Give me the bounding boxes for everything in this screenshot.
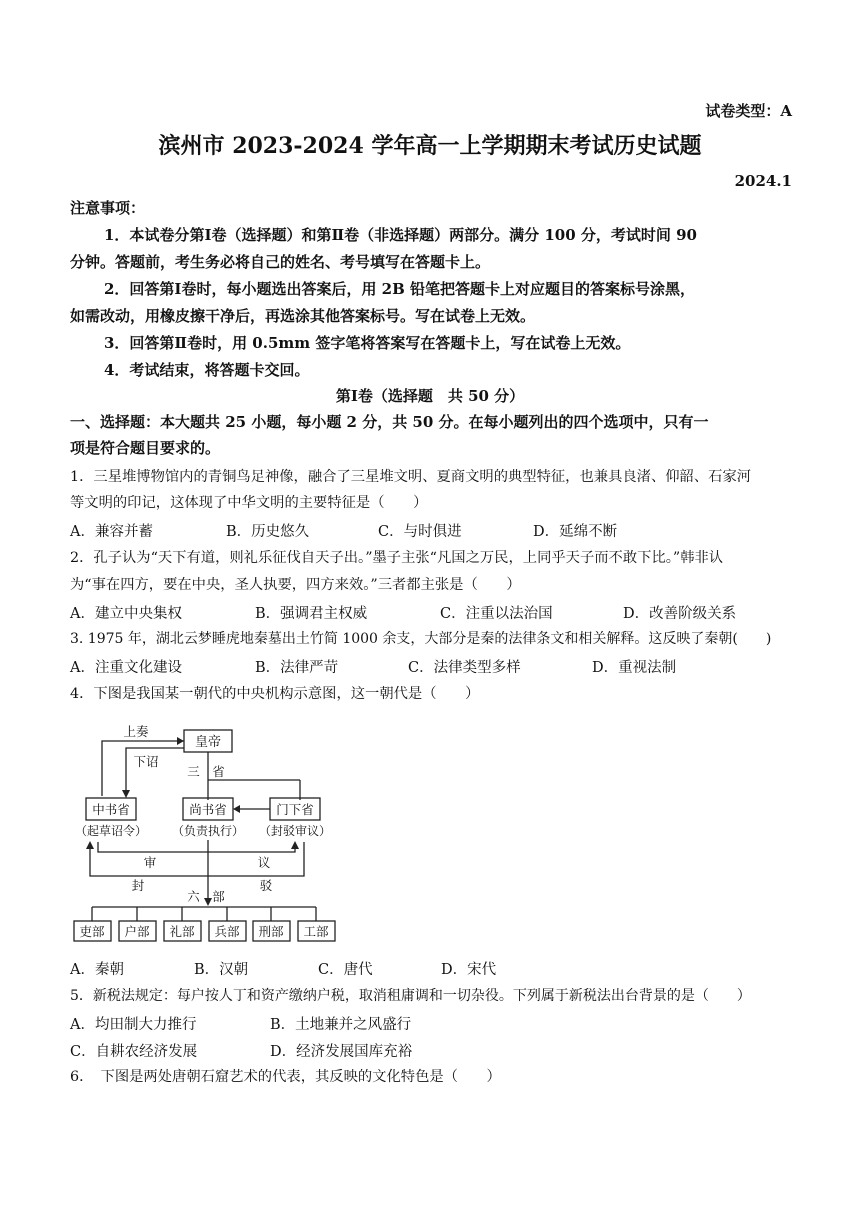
ministry-label: 刑部	[258, 924, 284, 939]
part1-instruction-line-1: 一、选择题：本大题共 25 小题，每小题 2 分，共 50 分。在每小题列出的四个选项中，只有一	[70, 413, 709, 431]
option-d: D．经济发展国库充裕	[270, 1044, 413, 1060]
option-b: B．法律严苛	[255, 660, 339, 676]
section-title: 第Ⅰ卷（选择题 共 50 分）	[335, 387, 525, 405]
question-1-line-2: 等文明的印记，这体现了中华文明的主要特征是（ ）	[70, 495, 428, 511]
edict-arrow-head	[122, 790, 130, 798]
sansheng-label: 三 省	[187, 764, 225, 779]
xiazhao-label: 下诏	[133, 754, 159, 769]
menxia-label: 门下省	[276, 802, 314, 817]
option-c: C．唐代	[318, 962, 373, 978]
option-b: B．历史悠久	[226, 524, 310, 540]
menxia-role: （封驳审议）	[258, 824, 332, 838]
exam-date: 2024.1	[734, 172, 792, 190]
ministry-label: 工部	[303, 924, 329, 939]
question-4-line-1: 4．下图是我国某一朝代的中央机构示意图，这一朝代是（ ）	[70, 686, 480, 702]
emperor-label: 皇帝	[194, 735, 222, 750]
question-6-line-1: 6． 下图是两处唐朝石窟艺术的代表，其反映的文化特色是（ ）	[70, 1069, 501, 1085]
ministry-label: 礼部	[169, 924, 195, 939]
option-a: A．均田制大力推行	[70, 1017, 197, 1033]
notice-item-2-line-2: 如需改动，用橡皮擦干净后，再选涂其他答案标号。写在试卷上无效。	[70, 307, 536, 325]
review-line	[98, 842, 295, 852]
veto-head	[86, 841, 94, 849]
ministry-label: 户部	[124, 924, 150, 939]
notice-item-1-line-1: 1．本试卷分第Ⅰ卷（选择题）和第Ⅱ卷（非选择题）两部分。满分 100 分，考试时间 90	[104, 226, 697, 244]
option-a: A．兼容并蓄	[70, 524, 153, 540]
yi-label: 议	[257, 855, 271, 870]
veto-line	[90, 842, 304, 876]
zhongshu-label: 中书省	[92, 802, 130, 817]
notice-item-4: 4．考试结束，将答题卡交回。	[104, 361, 310, 379]
notice-item-2-line-1: 2．回答第Ⅰ卷时，每小题选出答案后，用 2B 铅笔把答题卡上对应题目的答案标号涂黑，	[104, 280, 696, 298]
question-2-line-1: 2．孔子认为“天下有道，则礼乐征伐自天子出。”墨子主张“凡国之万民，上同乎天子而不敢下比。”韩非认	[70, 550, 724, 566]
question-2-line-2: 为“事在四方，要在中央，圣人执要，四方来效。”三者都主张是（ ）	[70, 577, 521, 593]
option-b: B．土地兼并之风盛行	[270, 1017, 412, 1033]
option-a: A．秦朝	[70, 962, 124, 978]
option-d: D．改善阶级关系	[623, 606, 737, 622]
option-b: B．强调君主权威	[255, 606, 368, 622]
part1-instruction-line-2: 项是符合题目要求的。	[70, 439, 221, 457]
question-3-line-1: 3. 1975 年，湖北云梦睡虎地秦墓出土竹简 1000 余支，大部分是秦的法律条文和相关解释。这反映了秦朝( )	[70, 631, 772, 647]
page-title: 滨州市 2023-2024 学年高一上学期期末考试历史试题	[158, 133, 702, 159]
shangzou-label: 上奏	[123, 724, 149, 739]
shangshu-label: 尚书省	[189, 802, 227, 817]
notice-item-1-line-2: 分钟。答题前，考生务必将自己的姓名、考号填写在答题卡上。	[70, 253, 491, 271]
notice-heading: 注意事项：	[70, 199, 146, 217]
option-d: D．宋代	[441, 962, 497, 978]
shen-label: 审	[143, 855, 157, 870]
option-d: D．重视法制	[592, 660, 677, 676]
option-c: C．自耕农经济发展	[70, 1044, 198, 1060]
review-head	[291, 841, 299, 849]
ministry-label: 吏部	[79, 924, 105, 939]
bo-label: 驳	[259, 878, 273, 893]
option-d: D．延绵不断	[533, 524, 618, 540]
question-1-line-1: 1．三星堆博物馆内的青铜鸟足神像，融合了三星堆文明、夏商文明的典型特征，也兼具良渚、仰韶、石家河	[70, 469, 752, 485]
notice-item-3: 3．回答第Ⅱ卷时，用 0.5mm 签字笔将答案写在答题卡上，写在试卷上无效。	[104, 334, 631, 352]
ministry-label: 兵部	[214, 924, 240, 939]
liubu-label: 六 部	[187, 889, 225, 904]
shangshu-role: （负责执行）	[171, 824, 245, 838]
option-c: C．法律类型多样	[408, 660, 521, 676]
option-b: B．汉朝	[194, 962, 249, 978]
question-5-line-1: 5．新税法规定：每户按人丁和资产缴纳户税，取消租庸调和一切杂役。下列属于新税法出台背景的是（ ）	[70, 988, 751, 1004]
paper-type: 试卷类型：A	[705, 102, 792, 120]
zhongshu-role: （起草诏令）	[74, 824, 148, 838]
option-c: C．与时俱进	[378, 524, 462, 540]
option-c: C．注重以法治国	[440, 606, 553, 622]
menxia-to-shangshu-head	[233, 805, 240, 813]
central-institution-diagram	[70, 716, 340, 948]
feng-label: 封	[131, 878, 145, 893]
memorial-arrow-head	[177, 737, 184, 745]
option-a: A．注重文化建设	[70, 660, 182, 676]
option-a: A．建立中央集权	[70, 606, 182, 622]
